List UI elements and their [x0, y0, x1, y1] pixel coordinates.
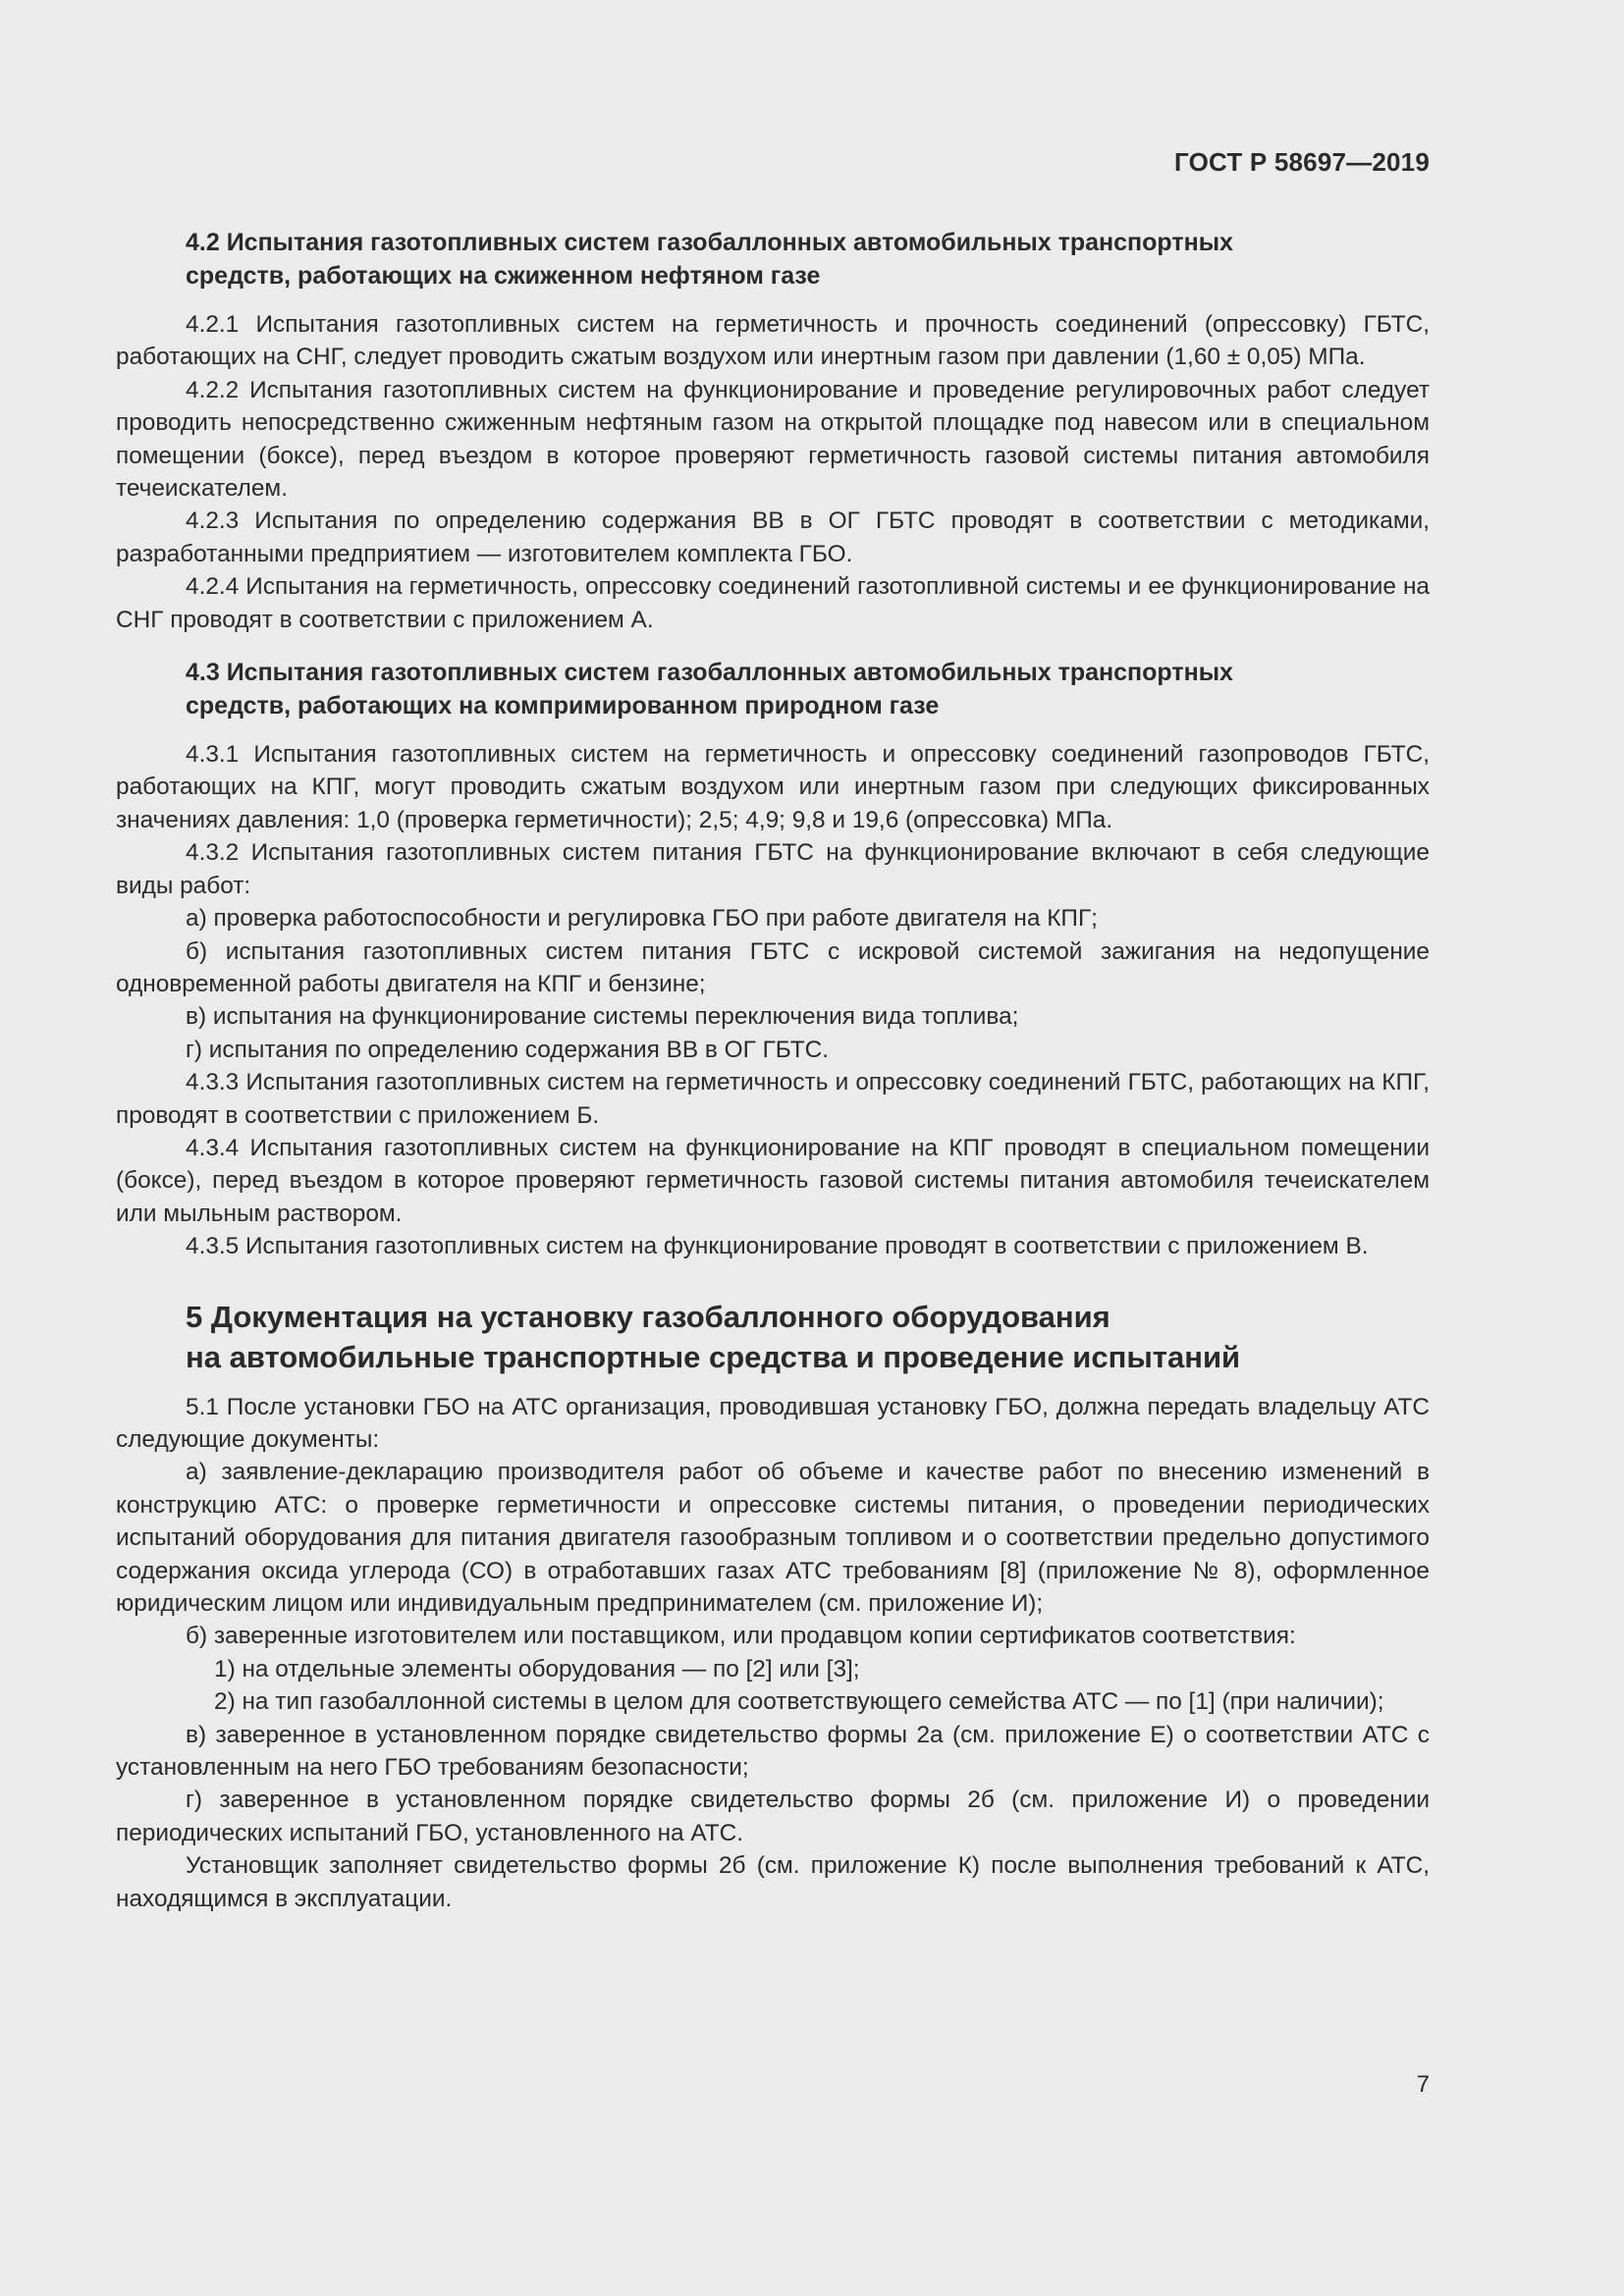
page-number: 7: [1416, 2071, 1430, 2098]
list-item-b: б) испытания газотопливных систем питания ГБТС с искровой системой зажигания на недопущение одновременной работы двигателя на КПГ и бензине;: [116, 937, 1430, 997]
document-body: [116, 226, 1430, 1915]
paragraph-4-2-2: 4.2.2 Испытания газотопливных систем на функционирование и проведение регулировочных работ следует проводить непосредственно сжиженным нефтяным газом на открытой площадке под навесом или в специальном помещении (боксе), перед въездом в которое проверяют герметичность газовой системы питания автомобиля течеискателем.: [116, 376, 1430, 503]
list-item-b-2: 2) на тип газобаллонной системы в целом для соответствующего семейства АТС — по [1] (при наличии);: [214, 1688, 1384, 1716]
list-item-g: г) испытания по определению содержания ВВ в ОГ ГБТС.: [186, 1036, 829, 1063]
list-item-v: в) заверенное в установленном порядке свидетельство формы 2а (см. приложение Е) о соответствии АТС с установленным на него ГБО требованиям безопасности;: [116, 1721, 1430, 1782]
paragraph-5-1: 5.1 После установки ГБО на АТС организация, проводившая установку ГБО, должна передать владельцу АТС следующие документы:: [116, 1393, 1430, 1453]
paragraph-4-3-4: 4.3.4 Испытания газотопливных систем на функционирование на КПГ проводят в специальном помещении (боксе), перед въездом в которое проверяют герметичность газовой системы питания автомобиля течеискателем или мыльным раствором.: [116, 1134, 1430, 1227]
paragraph-4-3-3: 4.3.3 Испытания газотопливных систем на герметичность и опрессовку соединений ГБТС, работающих на КПГ, проводят в соответствии с приложением Б.: [116, 1069, 1430, 1129]
chapter-heading-5: 5 Документация на установку газобаллонного оборудования на автомобильные транспортные средства и проведение испытаний: [186, 1299, 1241, 1374]
paragraph-installer-note: Установщик заполняет свидетельство формы 2б (см. приложение К) после выполнения требований к АТС, находящимся в эксплуатации.: [116, 1852, 1430, 1912]
paragraph-4-3-1: 4.3.1 Испытания газотопливных систем на герметичность и опрессовку соединений газопроводов ГБТС, работающих на КПГ, могут проводить сжатым воздухом или инертным газом при следующих фиксированных значениях давления: 1,0 (проверка герметичности); 2,5; 4,9; 9,8 и 19,6 (опрессовка) МПа.: [116, 741, 1430, 833]
list-item-b: б) заверенные изготовителем или поставщиком, или продавцом копии сертификатов соответствия:: [186, 1623, 1296, 1650]
paragraph-4-2-1: 4.2.1 Испытания газотопливных систем на герметичность и прочность соединений (опрессовку) ГБТС, работающих на СНГ, следует проводить сжатым воздухом или инертным газом при давлении (1,60 ± 0,05) МПа.: [116, 311, 1430, 371]
list-item-v: в) испытания на функционирование системы переключения вида топлива;: [186, 1003, 1019, 1031]
paragraph-4-3-5: 4.3.5 Испытания газотопливных систем на функционирование проводят в соответствии с приложением В.: [186, 1233, 1369, 1260]
list-item-g: г) заверенное в установленном порядке свидетельство формы 2б (см. приложение И) о проведении периодических испытаний ГБО, установленного на АТС.: [116, 1787, 1430, 1846]
paragraph-4-2-3: 4.2.3 Испытания по определению содержания ВВ в ОГ ГБТС проводят в соответствии с методиками, разработанными предприятием — изготовителем комплекта ГБО.: [116, 507, 1430, 567]
document-id: ГОСТ Р 58697—2019: [1174, 147, 1430, 177]
list-item-b-1: 1) на отдельные элементы оборудования — по [2] или [3];: [214, 1655, 860, 1682]
list-item-a: а) проверка работоспособности и регулировка ГБО при работе двигателя на КПГ;: [186, 905, 1098, 933]
section-heading-4-2: 4.2 Испытания газотопливных систем газобаллонных автомобильных транспортных средств, работающих на сжиженном нефтяном газе: [186, 229, 1233, 290]
paragraph-4-3-2: 4.3.2 Испытания газотопливных систем питания ГБТС на функционирование включают в себя следующие виды работ:: [116, 839, 1430, 899]
section-heading-4-3: 4.3 Испытания газотопливных систем газобаллонных автомобильных транспортных средств, работающих на компримированном природном газе: [186, 659, 1233, 721]
paragraph-4-2-4: 4.2.4 Испытания на герметичность, опрессовку соединений газотопливной системы и ее функционирование на СНГ проводят в соответствии с приложением А.: [116, 573, 1430, 633]
list-item-a: а) заявление-декларацию производителя работ об объеме и качестве работ по внесению изменений в конструкцию АТС: о проверке герметичности и опрессовке системы питания, о проведении периодических испытаний оборудования для питания двигателя газообразным топливом и о соответствии предельно допустимого содержания оксида углерода (СО) в отработавших газах АТС требованиям [8] (приложение № 8), оформленное юридическим лицом или индивидуальным предпринимателем (см. приложение И);: [116, 1459, 1430, 1617]
